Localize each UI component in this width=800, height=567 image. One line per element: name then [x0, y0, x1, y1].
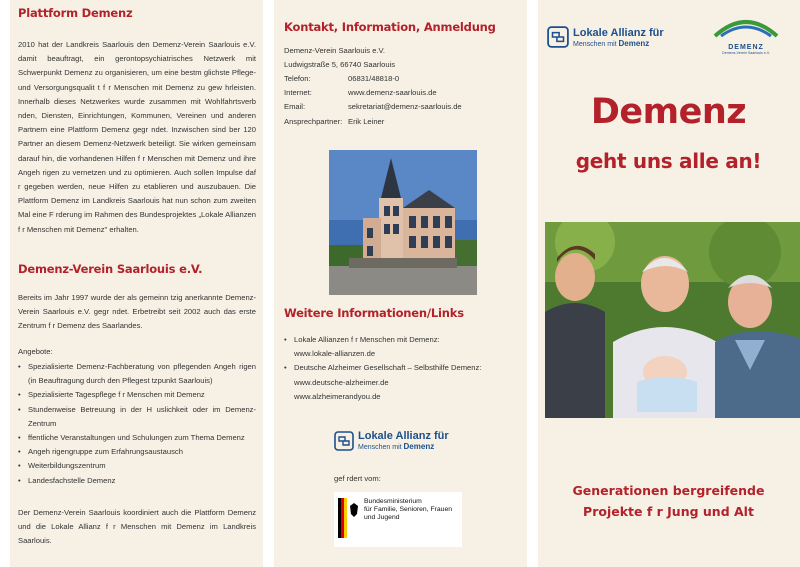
email-link[interactable]: sekretariat@demenz-saarlouis.de	[348, 102, 462, 112]
offers-list	[18, 360, 256, 488]
contact-row	[284, 72, 462, 86]
allianz-icon	[547, 26, 569, 48]
offer-item: • Spezialisierte Tagespflege f r Menschen mit Demenz	[18, 388, 256, 402]
link-label: Deutsche Alzheimer Gesellschaft – Selbsthilfe Demenz:	[294, 363, 482, 373]
fold-divider	[527, 0, 538, 567]
link-item	[284, 333, 519, 361]
logo-line1: Lokale Allianz für	[573, 26, 664, 39]
allianz-icon	[334, 431, 354, 451]
cover-slogan-line2: Projekte f r Jung und Alt	[583, 504, 754, 519]
link-label: Lokale Allianzen f r Menschen mit Demenz:	[294, 335, 440, 344]
website-link[interactable]: www.demenz-saarlouis.de	[348, 88, 437, 98]
verein-title: Demenz-Verein Saarlouis e.V.	[18, 262, 203, 276]
link-url[interactable]: www.alzheimerandyou.de	[294, 391, 381, 401]
offers-label: Angebote:	[18, 347, 53, 356]
building-photo	[329, 150, 477, 295]
link-url[interactable]: www.lokale-allianzen.de	[294, 349, 376, 359]
offer-item: • Stundenweise Betreuung in der H uslichkeit oder im Demenz-Zentrum	[18, 403, 256, 431]
eagle-icon	[338, 498, 358, 538]
ministry-line: und Jugend	[364, 514, 400, 522]
link-url[interactable]: www.deutsche-alzheimer.de	[294, 377, 389, 387]
offer-item: • ffentliche Veranstaltungen und Schulungen zum Thema Demenz	[18, 431, 256, 445]
cover-logo-bar	[537, 14, 800, 58]
links-list	[284, 333, 519, 404]
lokale-allianz-logo	[334, 430, 449, 451]
plattform-text: 2010 hat der Landkreis Saarlouis den Demenz-Verein Saarlouis e.V. damit beauftragt, ein gerontopsychiatrisches Netzwerk mit Schwerpunkt Demenz zu organisieren, um eine bestm glichste Pflege- und Versorgungsqualit t f r Menschen mit Demenz zu gew hrleisten. Innerhalb dieses Netzwerkes wurde zusammen mit Wohlfahrtsverb nden, Diensten, Einrichtungen, Kommunen, Vereinen und anderen Partnern eine Plattform Demenz gegr ndet. Inzwischen sind ber 120 Partner an diesem Demenz-Netzwerk beteiligt. Sie wirken gemeinsam darauf hin, die vorhandenen Hilfen f r Menschen mit Demenz und ihre Angeh rigen zu vernetzen und zu optimieren. Auch sollen Impulse daf r gegeben werden, neue Hilfen zu etablieren und auszubauen. Die Plattform Demenz im Landkreis Saarlouis hat nun schon zum zweiten Mal eine F rderung im Rahmen des Bundesprojektes „Lokale Allianzen f r Menschen mit Demenz" erhalten.	[18, 40, 256, 234]
cover-subheadline: geht uns alle an!	[575, 149, 762, 173]
link-item	[284, 361, 519, 404]
links-title: Weitere Informationen/Links	[284, 306, 464, 320]
lokale-allianz-logo	[547, 26, 664, 48]
logo-line1: Lokale Allianz für	[358, 430, 449, 442]
cover-slogan-line1: Generationen bergreifende	[572, 483, 765, 498]
coordination-text: Der Demenz-Verein Saarlouis koordiniert auch die Plattform Demenz und die Lokale Allianz f r Menschen mit Demenz im Landkreis Saarlouis.	[18, 508, 256, 546]
kontakt-title: Kontakt, Information, Anmeldung	[284, 20, 496, 34]
contact-person: Erik Leiner	[348, 116, 385, 126]
plattform-title: Plattform Demenz	[18, 6, 133, 20]
ministry-logo	[334, 492, 462, 547]
ministry-line: für Familie, Senioren, Frauen	[364, 506, 453, 514]
fold-divider	[263, 0, 274, 567]
offer-item: • Angeh rigengruppe zum Erfahrungsaustausch	[18, 445, 256, 459]
contact-key: Internet:	[284, 88, 312, 98]
demenz-word: DEMENZ	[728, 44, 764, 51]
contact-row	[284, 100, 462, 114]
panel-cover	[537, 0, 800, 567]
demenz-sub: Demenz-Verein Saarlouis e.V.	[722, 51, 770, 55]
logo-line2: Menschen mit Demenz	[573, 38, 650, 48]
demenz-verein-logo	[711, 14, 781, 58]
contact-key: Email:	[284, 102, 306, 112]
org-address: Ludwigstraße 5, 66740 Saarlouis	[284, 60, 396, 69]
contact-key: Telefon:	[284, 74, 311, 83]
cover-headline: Demenz	[590, 92, 747, 132]
contact-row	[284, 86, 462, 100]
generations-photo	[545, 222, 800, 418]
panel-plattform	[10, 0, 263, 567]
arc-icon	[711, 14, 781, 38]
contact-key: Ansprechpartner:	[284, 116, 343, 126]
offer-item: • Weiterbildungszentrum	[18, 459, 256, 473]
contact-row	[284, 115, 462, 129]
panel-kontakt	[274, 0, 527, 567]
org-name: Demenz-Verein Saarlouis e.V.	[284, 46, 386, 55]
ministry-line: Bundesministerium	[364, 498, 422, 505]
phone-value: 06831/48818-0	[348, 74, 400, 83]
contact-table	[284, 72, 462, 129]
offer-item: • Landesfachstelle Demenz	[18, 474, 256, 488]
verein-text: Bereits im Jahr 1997 wurde der als gemeinn tzig anerkannte Demenz-Verein Saarlouis e.V. gegr ndet. Erbetreibt seit 2002 auch das erste Zentrum f r Demenz des Saarlandes.	[18, 293, 256, 331]
offer-item: • Spezialisierte Demenz-Fachberatung von pflegenden Angeh rigen (in Beauftragung durch den Pflegest tzpunkt Saarlouis)	[18, 360, 256, 388]
logo-line2: Menschen mit Demenz	[358, 442, 435, 451]
funded-by-label: gef rdert vom:	[334, 474, 381, 483]
